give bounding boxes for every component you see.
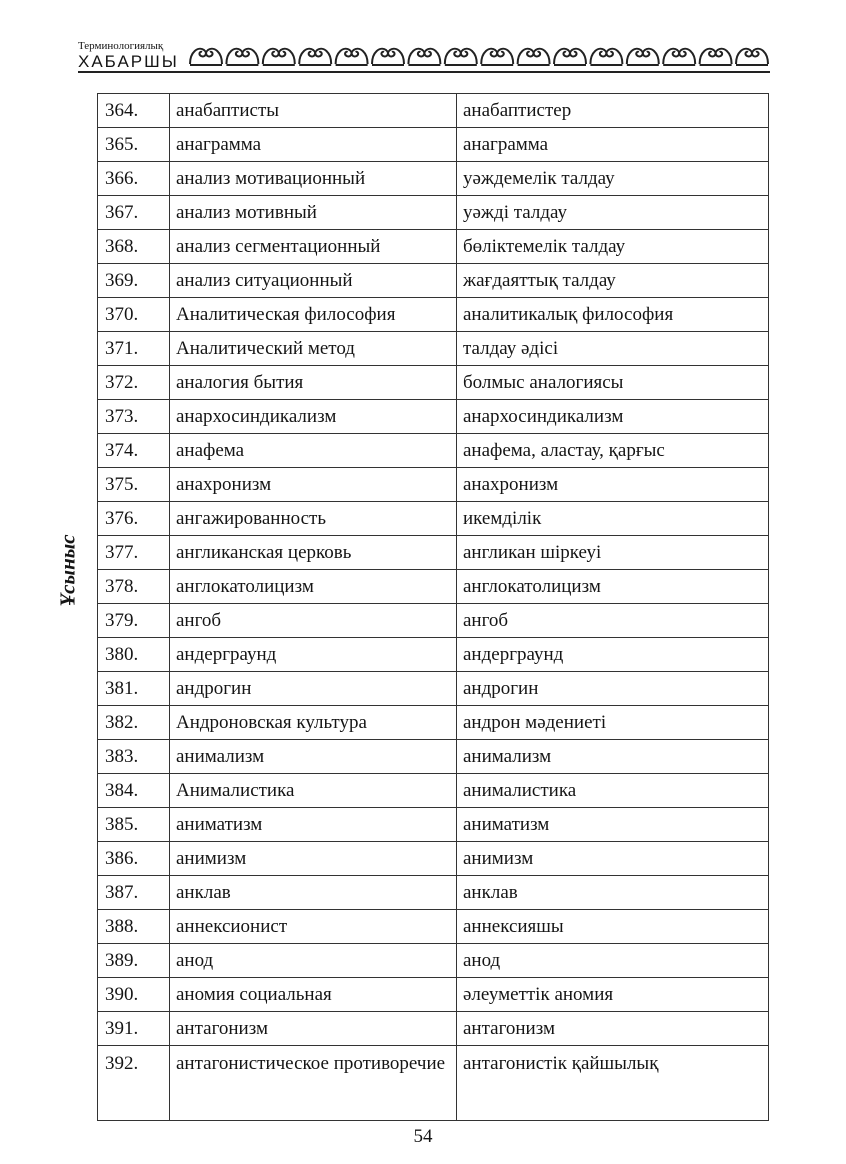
term-kazakh: анаграмма [457,128,769,162]
table-row [98,706,769,740]
term-russian: андрогин [170,672,457,706]
term-russian: анабаптисты [170,94,457,128]
table-row [98,808,769,842]
term-number: 379. [98,604,170,638]
section-side-label [48,520,88,620]
table-row [98,366,769,400]
term-russian: антагонистическое противоречие [170,1046,457,1121]
term-russian: анимализм [170,740,457,774]
term-number: 387. [98,876,170,910]
term-russian: Аналитический метод [170,332,457,366]
term-number: 369. [98,264,170,298]
table-row [98,230,769,264]
term-russian: аниматизм [170,808,457,842]
term-number: 368. [98,230,170,264]
term-kazakh: бөліктемелік талдау [457,230,769,264]
term-number: 378. [98,570,170,604]
term-kazakh: талдау әдісі [457,332,769,366]
term-russian: анализ сегментационный [170,230,457,264]
term-russian: англиканская церковь [170,536,457,570]
term-kazakh: антагонизм [457,1012,769,1046]
table-row [98,1012,769,1046]
term-russian: Анималистика [170,774,457,808]
term-number: 376. [98,502,170,536]
term-number: 372. [98,366,170,400]
table-row [98,604,769,638]
term-number: 364. [98,94,170,128]
term-russian: ангажированность [170,502,457,536]
table-row [98,638,769,672]
term-russian: аномия социальная [170,978,457,1012]
term-number: 384. [98,774,170,808]
journal-title-small: Терминологиялық [78,40,164,52]
table-row [98,978,769,1012]
term-russian: анархосиндикализм [170,400,457,434]
term-russian: анафема [170,434,457,468]
term-russian: Аналитическая философия [170,298,457,332]
term-kazakh: ангоб [457,604,769,638]
terms-table [97,93,769,1121]
table-row [98,536,769,570]
term-number: 370. [98,298,170,332]
table-row [98,910,769,944]
table-row [98,196,769,230]
term-kazakh: аниматизм [457,808,769,842]
section-side-label-text: Ұсыныс [55,533,80,607]
term-kazakh: әлеуметтік аномия [457,978,769,1012]
term-number: 388. [98,910,170,944]
term-russian: антагонизм [170,1012,457,1046]
term-russian: анклав [170,876,457,910]
term-russian: аналогия бытия [170,366,457,400]
term-number: 381. [98,672,170,706]
term-kazakh: аналитикалық философия [457,298,769,332]
table-row [98,400,769,434]
term-kazakh: англокатолицизм [457,570,769,604]
term-number: 383. [98,740,170,774]
term-number: 371. [98,332,170,366]
term-number: 382. [98,706,170,740]
term-number: 385. [98,808,170,842]
table-row [98,162,769,196]
term-russian: анахронизм [170,468,457,502]
term-kazakh: анклав [457,876,769,910]
term-number: 373. [98,400,170,434]
term-russian: анимизм [170,842,457,876]
term-number: 375. [98,468,170,502]
table-row [98,672,769,706]
term-number: 380. [98,638,170,672]
table-row [98,468,769,502]
term-kazakh: андрон мәдениеті [457,706,769,740]
table-row [98,1046,769,1121]
term-kazakh: уәжді талдау [457,196,769,230]
table-row [98,128,769,162]
term-number: 366. [98,162,170,196]
term-russian: анализ мотивный [170,196,457,230]
term-kazakh: андрогин [457,672,769,706]
term-kazakh: анимализм [457,740,769,774]
table-row [98,842,769,876]
term-kazakh: анод [457,944,769,978]
table-row [98,740,769,774]
table-row [98,434,769,468]
term-russian: анод [170,944,457,978]
term-kazakh: анафема, аластау, қарғыс [457,434,769,468]
term-kazakh: болмыс аналогиясы [457,366,769,400]
term-kazakh: анархосиндикализм [457,400,769,434]
term-kazakh: жағдаяттық талдау [457,264,769,298]
term-number: 377. [98,536,170,570]
term-kazakh: анахронизм [457,468,769,502]
term-kazakh: анабаптистер [457,94,769,128]
page-header [78,40,770,74]
table-row [98,570,769,604]
term-number: 389. [98,944,170,978]
term-kazakh: англикан шіркеуі [457,536,769,570]
table-row [98,944,769,978]
term-number: 392. [98,1046,170,1121]
table-row [98,94,769,128]
table-row [98,332,769,366]
term-russian: андерграунд [170,638,457,672]
terms-table-body [98,94,769,1121]
table-row [98,502,769,536]
table-row [98,298,769,332]
term-kazakh: анималистика [457,774,769,808]
journal-title: ХАБАРШЫ [78,52,179,71]
term-kazakh: андерграунд [457,638,769,672]
term-kazakh: антагонистік қайшылық [457,1046,769,1121]
table-row [98,876,769,910]
term-number: 386. [98,842,170,876]
term-russian: ангоб [170,604,457,638]
term-russian: аннексионист [170,910,457,944]
term-number: 365. [98,128,170,162]
term-number: 374. [98,434,170,468]
table-row [98,264,769,298]
term-russian: англокатолицизм [170,570,457,604]
term-number: 391. [98,1012,170,1046]
term-number: 390. [98,978,170,1012]
term-kazakh: аннексияшы [457,910,769,944]
term-russian: анаграмма [170,128,457,162]
term-kazakh: уәждемелік талдау [457,162,769,196]
term-russian: анализ мотивационный [170,162,457,196]
term-number: 367. [98,196,170,230]
term-russian: Андроновская культура [170,706,457,740]
table-row [98,774,769,808]
header-rule [78,71,770,73]
kazakh-ornament-icon [188,42,770,68]
term-russian: анализ ситуационный [170,264,457,298]
term-kazakh: анимизм [457,842,769,876]
term-kazakh: икемділік [457,502,769,536]
page-number: 54 [413,1126,433,1147]
